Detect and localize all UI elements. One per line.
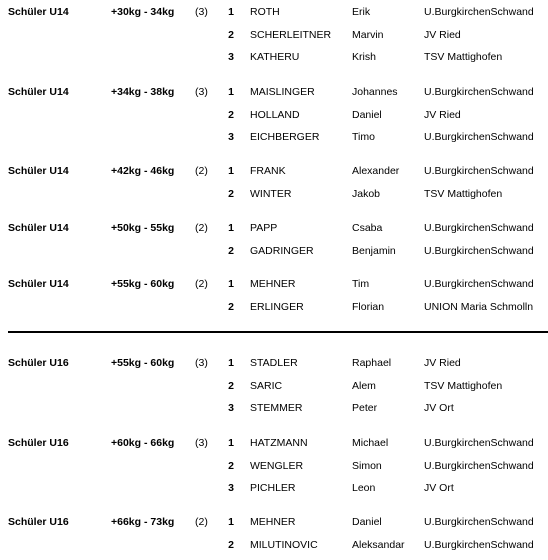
placement: 3 — [228, 482, 234, 495]
weight-class: +60kg - 66kg — [111, 437, 175, 449]
surname: STADLER — [250, 357, 298, 369]
participant-count: (2) — [195, 516, 208, 528]
first-name: Alexander — [352, 165, 400, 177]
age-class: Schüler U14 — [8, 86, 69, 98]
placement: 2 — [228, 300, 234, 313]
club-name: U.BurgkirchenSchwand — [424, 131, 534, 144]
age-class: Schüler U14 — [8, 222, 69, 234]
result-row — [0, 221, 548, 235]
result-row — [0, 515, 548, 529]
placement: 1 — [228, 86, 234, 98]
first-name: Jakob — [352, 187, 381, 200]
surname: MEHNER — [250, 278, 296, 290]
placement: 2 — [228, 459, 234, 472]
weight-class: +55kg - 60kg — [111, 278, 175, 290]
placement: 3 — [228, 402, 234, 415]
surname: MEHNER — [250, 516, 296, 528]
club-name: TSV Mattighofen — [424, 379, 503, 392]
club-name: U.BurgkirchenSchwand — [424, 459, 534, 472]
surname: HATZMANN — [250, 437, 308, 449]
result-row — [0, 130, 548, 144]
placement: 1 — [228, 357, 234, 369]
surname: HOLLAND — [250, 108, 300, 121]
weight-class: +66kg - 73kg — [111, 516, 175, 528]
placement: 1 — [228, 6, 234, 18]
placement: 2 — [228, 538, 234, 551]
result-row — [0, 481, 548, 495]
surname: WINTER — [250, 187, 292, 200]
result-row — [0, 187, 548, 201]
first-name: Daniel — [352, 108, 382, 121]
placement: 1 — [228, 278, 234, 290]
result-row — [0, 5, 548, 19]
first-name: Leon — [352, 482, 376, 495]
first-name: Csaba — [352, 222, 383, 234]
placement: 2 — [228, 379, 234, 392]
age-class: Schüler U14 — [8, 165, 69, 177]
result-row — [0, 356, 548, 370]
surname: FRANK — [250, 165, 286, 177]
placement: 1 — [228, 516, 234, 528]
participant-count: (2) — [195, 278, 208, 290]
first-name: Alem — [352, 379, 376, 392]
surname: STEMMER — [250, 402, 303, 415]
surname: KATHERU — [250, 51, 300, 64]
result-row — [0, 277, 548, 291]
surname: PICHLER — [250, 482, 296, 495]
weight-class: +34kg - 38kg — [111, 86, 175, 98]
surname: MAISLINGER — [250, 86, 315, 98]
placement: 1 — [228, 222, 234, 234]
club-name: U.BurgkirchenSchwand — [424, 244, 534, 257]
surname: MILUTINOVIC — [250, 538, 318, 551]
surname: SARIC — [250, 379, 283, 392]
placement: 3 — [228, 51, 234, 64]
club-name: UNION Maria Schmolln — [424, 300, 534, 313]
placement: 2 — [228, 108, 234, 121]
age-class: Schüler U14 — [8, 278, 69, 290]
first-name: Raphael — [352, 357, 392, 369]
club-name: U.BurgkirchenSchwand — [424, 516, 534, 528]
placement: 2 — [228, 244, 234, 257]
club-name: TSV Mattighofen — [424, 51, 503, 64]
result-row — [0, 108, 548, 122]
weight-class: +50kg - 55kg — [111, 222, 175, 234]
placement: 1 — [228, 165, 234, 177]
placement: 2 — [228, 187, 234, 200]
weight-class: +55kg - 60kg — [111, 357, 175, 369]
result-row — [0, 50, 548, 64]
weight-class: +30kg - 34kg — [111, 6, 175, 18]
first-name: Florian — [352, 300, 385, 313]
club-name: JV Ried — [424, 108, 461, 121]
placement: 2 — [228, 28, 234, 41]
first-name: Peter — [352, 402, 378, 415]
first-name: Timo — [352, 131, 375, 144]
first-name: Erik — [352, 6, 371, 18]
result-row — [0, 436, 548, 450]
result-row — [0, 85, 548, 99]
first-name: Marvin — [352, 28, 384, 41]
participant-count: (2) — [195, 165, 208, 177]
result-row — [0, 244, 548, 258]
surname: ERLINGER — [250, 300, 304, 313]
age-class: Schüler U16 — [8, 357, 69, 369]
club-name: U.BurgkirchenSchwand — [424, 165, 534, 177]
surname: WENGLER — [250, 459, 304, 472]
club-name: U.BurgkirchenSchwand — [424, 278, 534, 290]
participant-count: (3) — [195, 6, 208, 18]
club-name: U.BurgkirchenSchwand — [424, 437, 534, 449]
club-name: U.BurgkirchenSchwand — [424, 86, 534, 98]
age-class: Schüler U16 — [8, 437, 69, 449]
first-name: Michael — [352, 437, 389, 449]
surname: SCHERLEITNER — [250, 28, 332, 41]
club-name: U.BurgkirchenSchwand — [424, 222, 534, 234]
participant-count: (3) — [195, 86, 208, 98]
club-name: JV Ried — [424, 357, 461, 369]
result-row — [0, 28, 548, 42]
placement: 1 — [228, 437, 234, 449]
club-name: U.BurgkirchenSchwand — [424, 538, 534, 551]
club-name: JV Ort — [424, 482, 454, 495]
club-name: U.BurgkirchenSchwand — [424, 6, 534, 18]
first-name: Simon — [352, 459, 382, 472]
result-row — [0, 300, 548, 314]
first-name: Daniel — [352, 516, 382, 528]
first-name: Aleksandar — [352, 538, 405, 551]
first-name: Johannes — [352, 86, 398, 98]
placement: 3 — [228, 131, 234, 144]
first-name: Krish — [352, 51, 376, 64]
participant-count: (3) — [195, 357, 208, 369]
surname: EICHBERGER — [250, 131, 320, 144]
weight-class: +42kg - 46kg — [111, 165, 175, 177]
participant-count: (2) — [195, 222, 208, 234]
result-row — [0, 401, 548, 415]
result-row — [0, 459, 548, 473]
club-name: JV Ried — [424, 28, 461, 41]
result-row — [0, 164, 548, 178]
club-name: JV Ort — [424, 402, 454, 415]
age-class: Schüler U16 — [8, 516, 69, 528]
surname: GADRINGER — [250, 244, 314, 257]
participant-count: (3) — [195, 437, 208, 449]
section-divider — [8, 331, 548, 333]
club-name: TSV Mattighofen — [424, 187, 503, 200]
result-row — [0, 379, 548, 393]
first-name: Benjamin — [352, 244, 396, 257]
age-class: Schüler U14 — [8, 6, 69, 18]
surname: ROTH — [250, 6, 280, 18]
result-row — [0, 538, 548, 552]
first-name: Tim — [352, 278, 370, 290]
surname: PAPP — [250, 222, 278, 234]
